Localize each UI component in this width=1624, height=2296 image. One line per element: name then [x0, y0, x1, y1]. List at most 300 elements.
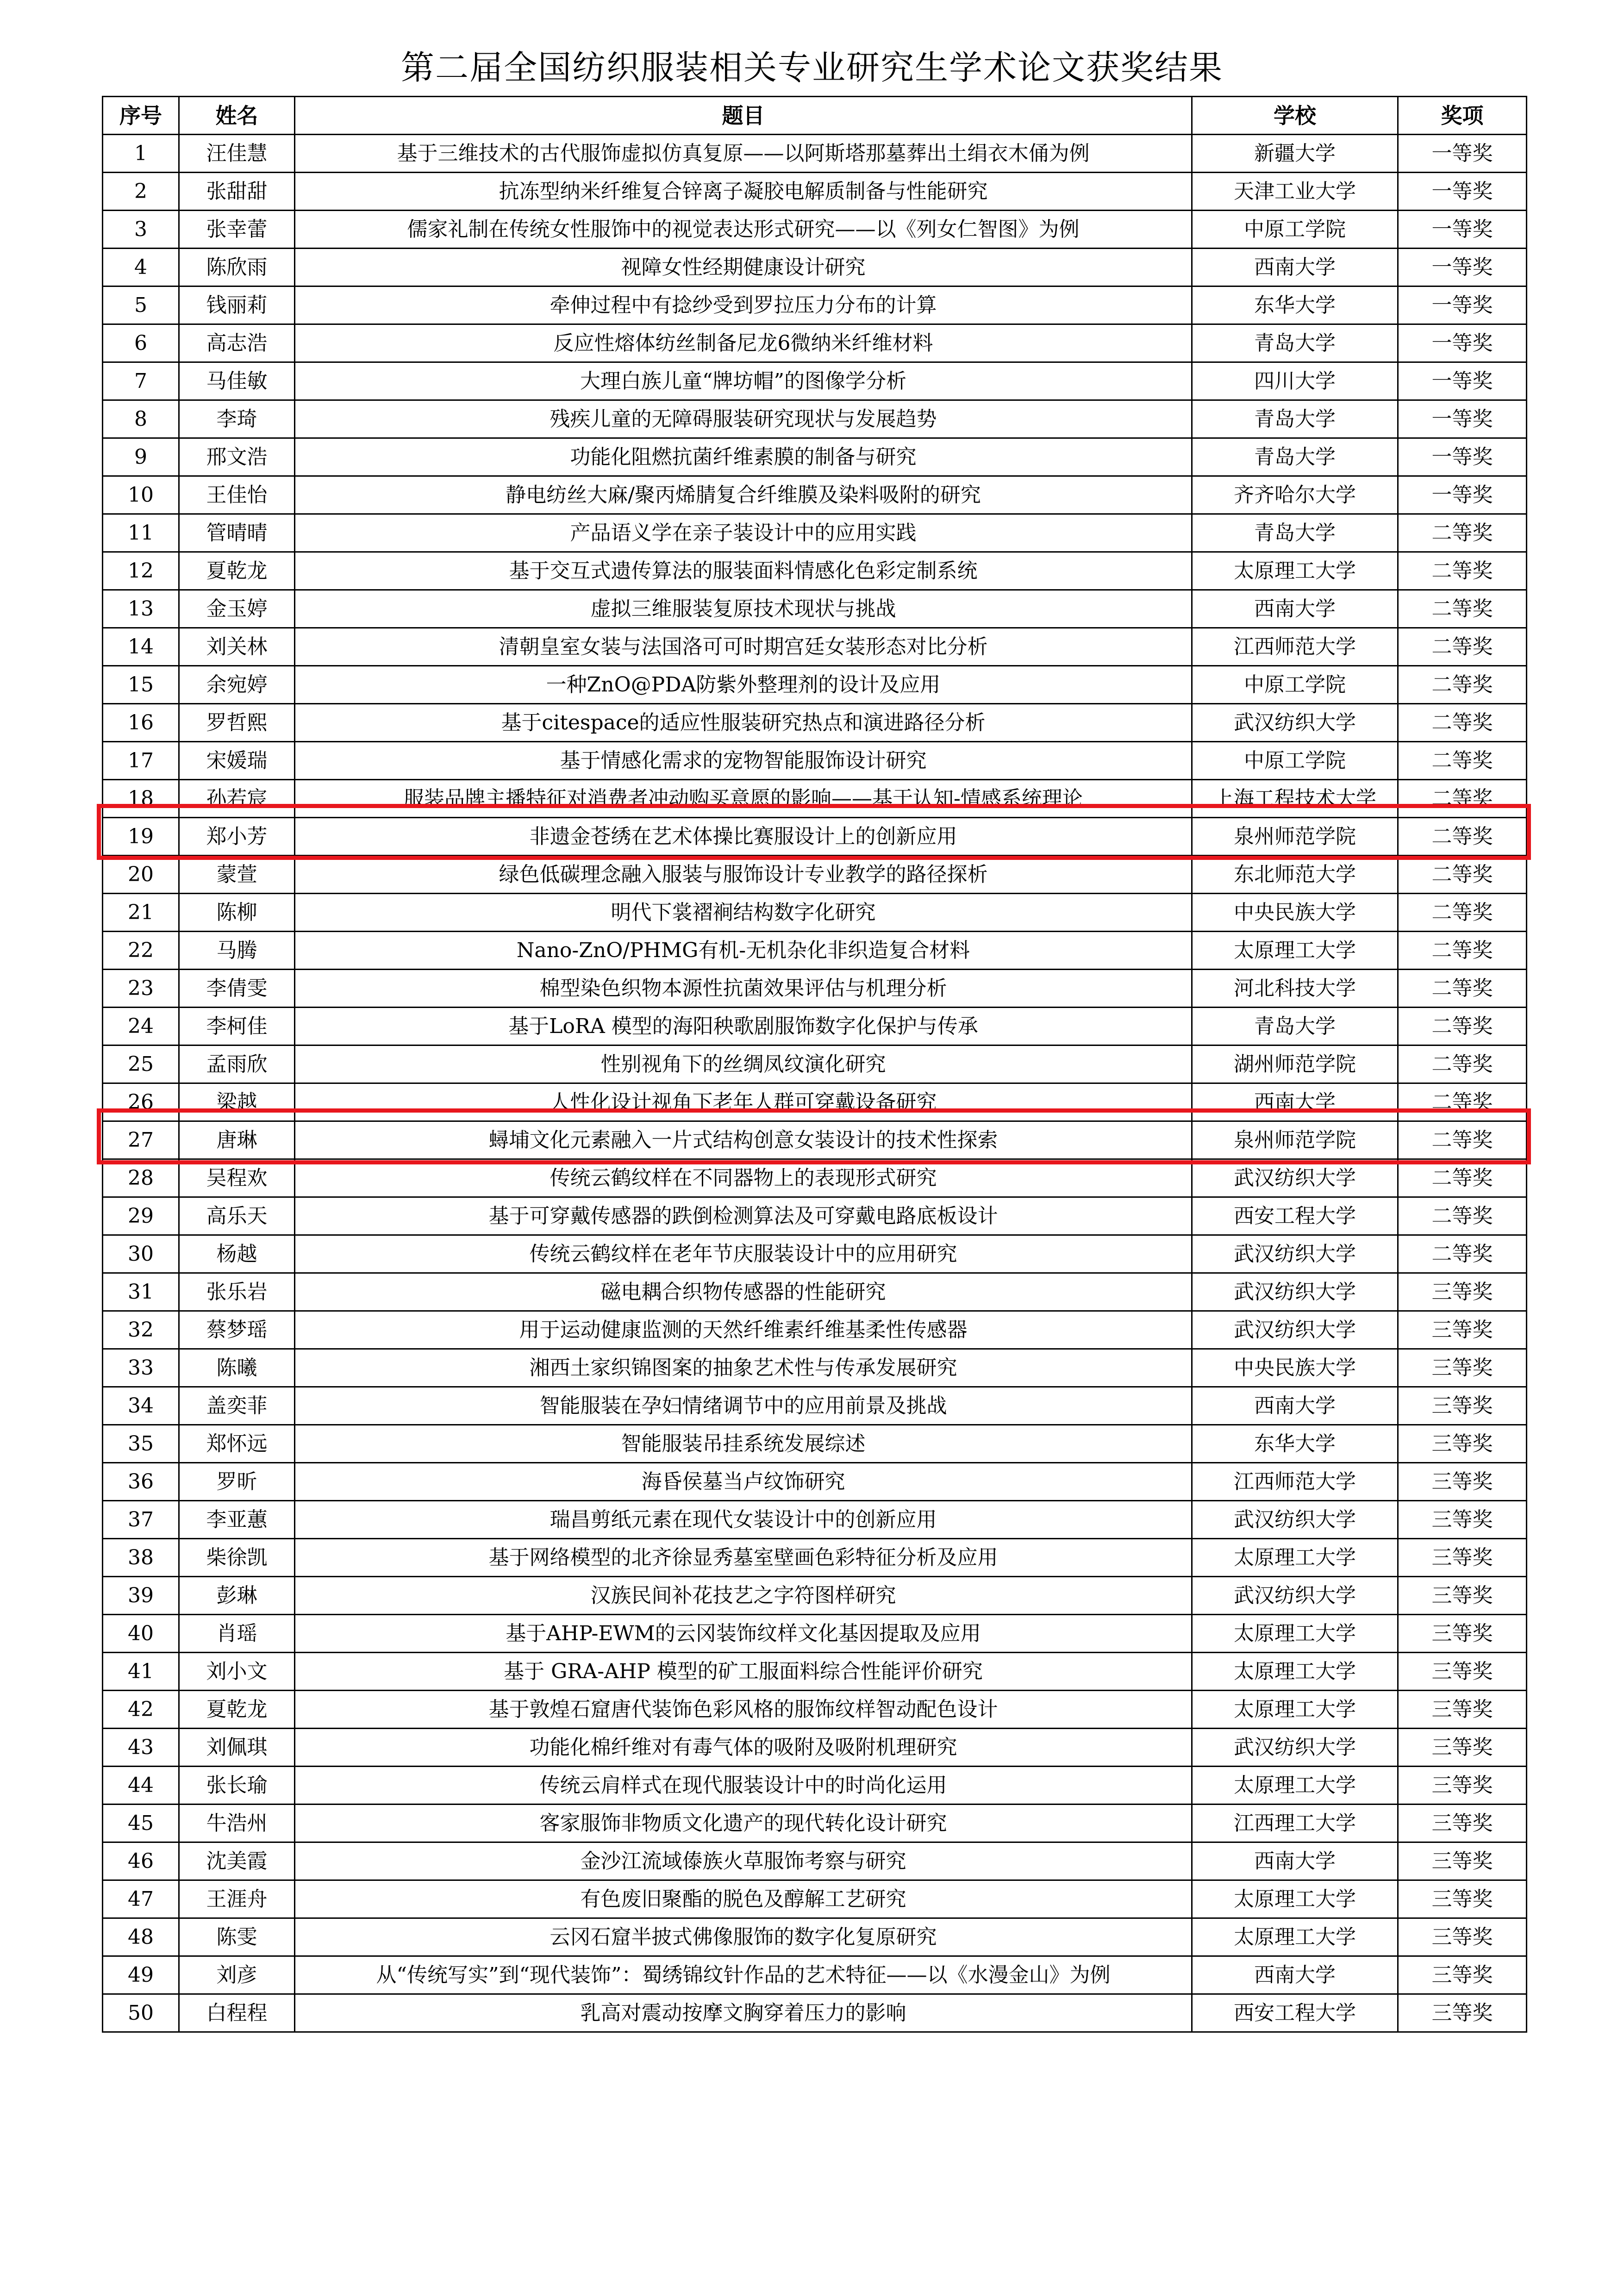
cell-title: 金沙江流域傣族火草服饰考察与研究: [295, 1842, 1192, 1880]
cell-school: 武汉纺织大学: [1192, 1273, 1398, 1311]
cell-school: 西南大学: [1192, 1387, 1398, 1425]
cell-number: 20: [103, 856, 179, 894]
cell-title: 视障女性经期健康设计研究: [295, 249, 1192, 286]
cell-title: 有色废旧聚酯的脱色及醇解工艺研究: [295, 1880, 1192, 1918]
cell-title: 性别视角下的丝绸凤纹演化研究: [295, 1045, 1192, 1083]
cell-title: 磁电耦合织物传感器的性能研究: [295, 1273, 1192, 1311]
cell-school: 武汉纺织大学: [1192, 1501, 1398, 1539]
cell-award: 三等奖: [1398, 1539, 1527, 1577]
cell-number: 14: [103, 628, 179, 666]
cell-title: 基于可穿戴传感器的跌倒检测算法及可穿戴电路底板设计: [295, 1197, 1192, 1235]
table-row: [103, 1463, 1527, 1501]
header-title: 题目: [295, 97, 1192, 135]
cell-number: 34: [103, 1387, 179, 1425]
cell-school: 太原理工大学: [1192, 1767, 1398, 1804]
cell-title: 智能服装吊挂系统发展综述: [295, 1425, 1192, 1463]
cell-name: 高志浩: [179, 324, 295, 362]
cell-number: 7: [103, 362, 179, 400]
table-row: [103, 1804, 1527, 1842]
table-row: [103, 818, 1527, 856]
cell-award: 二等奖: [1398, 704, 1527, 742]
cell-number: 33: [103, 1349, 179, 1387]
cell-award: 一等奖: [1398, 476, 1527, 514]
header-name: 姓名: [179, 97, 295, 135]
table-row: [103, 1083, 1527, 1121]
cell-number: 10: [103, 476, 179, 514]
cell-name: 梁越: [179, 1083, 295, 1121]
cell-name: 金玉婷: [179, 590, 295, 628]
header-number: 序号: [103, 97, 179, 135]
cell-name: 余宛婷: [179, 666, 295, 704]
cell-title: 基于三维技术的古代服饰虚拟仿真复原——以阿斯塔那墓葬出土绢衣木俑为例: [295, 135, 1192, 173]
cell-school: 武汉纺织大学: [1192, 1577, 1398, 1615]
cell-name: 肖瑶: [179, 1615, 295, 1653]
cell-award: 三等奖: [1398, 1425, 1527, 1463]
table-row: [103, 1615, 1527, 1653]
cell-name: 陈欣雨: [179, 249, 295, 286]
cell-award: 二等奖: [1398, 514, 1527, 552]
table-row: [103, 1273, 1527, 1311]
cell-title: 传统云肩样式在现代服装设计中的时尚化运用: [295, 1767, 1192, 1804]
cell-name: 陈曦: [179, 1349, 295, 1387]
cell-title: 绿色低碳理念融入服装与服饰设计专业教学的路径探析: [295, 856, 1192, 894]
cell-school: 太原理工大学: [1192, 1691, 1398, 1729]
cell-number: 15: [103, 666, 179, 704]
cell-award: 一等奖: [1398, 173, 1527, 211]
cell-title: 基于LoRA 模型的海阳秧歌剧服饰数字化保护与传承: [295, 1008, 1192, 1045]
cell-number: 13: [103, 590, 179, 628]
cell-award: 三等奖: [1398, 1994, 1527, 2032]
cell-name: 李亚蕙: [179, 1501, 295, 1539]
cell-number: 17: [103, 742, 179, 780]
cell-school: 西安工程大学: [1192, 1994, 1398, 2032]
table-row: [103, 1691, 1527, 1729]
table-row: [103, 970, 1527, 1008]
cell-number: 32: [103, 1311, 179, 1349]
cell-school: 泉州师范学院: [1192, 1121, 1398, 1159]
table-row: [103, 1653, 1527, 1691]
table-row: [103, 590, 1527, 628]
table-row: [103, 1311, 1527, 1349]
cell-school: 西南大学: [1192, 590, 1398, 628]
cell-title: 从“传统写实”到“现代装饰”：蜀绣锦纹针作品的艺术特征——以《水漫金山》为例: [295, 1956, 1192, 1994]
cell-number: 11: [103, 514, 179, 552]
cell-number: 43: [103, 1729, 179, 1767]
cell-school: 青岛大学: [1192, 438, 1398, 476]
cell-name: 彭琳: [179, 1577, 295, 1615]
cell-award: 一等奖: [1398, 324, 1527, 362]
cell-award: 三等奖: [1398, 1273, 1527, 1311]
cell-school: 湖州师范学院: [1192, 1045, 1398, 1083]
table-row: [103, 249, 1527, 286]
cell-school: 西安工程大学: [1192, 1197, 1398, 1235]
cell-name: 李琦: [179, 400, 295, 438]
cell-title: 基于citespace的适应性服装研究热点和演进路径分析: [295, 704, 1192, 742]
cell-number: 50: [103, 1994, 179, 2032]
cell-award: 三等奖: [1398, 1767, 1527, 1804]
cell-title: 乳高对震动按摩文胸穿着压力的影响: [295, 1994, 1192, 2032]
cell-number: 36: [103, 1463, 179, 1501]
table-row: [103, 894, 1527, 932]
cell-name: 郑小芳: [179, 818, 295, 856]
cell-name: 夏乾龙: [179, 1691, 295, 1729]
cell-title: 传统云鹤纹样在不同器物上的表现形式研究: [295, 1159, 1192, 1197]
cell-name: 牛浩州: [179, 1804, 295, 1842]
cell-award: 一等奖: [1398, 135, 1527, 173]
table-row: [103, 286, 1527, 324]
cell-name: 管晴晴: [179, 514, 295, 552]
table-row: [103, 211, 1527, 249]
cell-award: 二等奖: [1398, 590, 1527, 628]
table-body: [103, 135, 1527, 2032]
cell-school: 青岛大学: [1192, 400, 1398, 438]
table-row: [103, 1159, 1527, 1197]
cell-name: 刘佩琪: [179, 1729, 295, 1767]
cell-name: 张幸蕾: [179, 211, 295, 249]
cell-name: 盖奕菲: [179, 1387, 295, 1425]
cell-school: 中央民族大学: [1192, 1349, 1398, 1387]
cell-title: 服装品牌主播特征对消费者冲动购买意愿的影响——基于认知-情感系统理论: [295, 780, 1192, 818]
document-title: 第二届全国纺织服装相关专业研究生学术论文获奖结果: [400, 48, 1223, 87]
cell-name: 张甜甜: [179, 173, 295, 211]
awards-table: [102, 96, 1527, 2033]
cell-award: 三等奖: [1398, 1387, 1527, 1425]
cell-name: 蔡梦瑶: [179, 1311, 295, 1349]
cell-name: 陈柳: [179, 894, 295, 932]
table-row: [103, 1501, 1527, 1539]
table-row: [103, 1880, 1527, 1918]
cell-number: 22: [103, 932, 179, 970]
cell-title: 棉型染色织物本源性抗菌效果评估与机理分析: [295, 970, 1192, 1008]
cell-award: 一等奖: [1398, 211, 1527, 249]
cell-number: 48: [103, 1918, 179, 1956]
cell-title: 一种ZnO@PDA防紫外整理剂的设计及应用: [295, 666, 1192, 704]
cell-number: 25: [103, 1045, 179, 1083]
table-row: [103, 1008, 1527, 1045]
cell-name: 宋媛瑞: [179, 742, 295, 780]
cell-award: 三等奖: [1398, 1691, 1527, 1729]
cell-title: 明代下裳褶裥结构数字化研究: [295, 894, 1192, 932]
cell-award: 二等奖: [1398, 1197, 1527, 1235]
cell-title: 湘西土家织锦图案的抽象艺术性与传承发展研究: [295, 1349, 1192, 1387]
cell-number: 1: [103, 135, 179, 173]
table-row: [103, 1387, 1527, 1425]
cell-school: 青岛大学: [1192, 514, 1398, 552]
cell-title: 基于敦煌石窟唐代装饰色彩风格的服饰纹样智动配色设计: [295, 1691, 1192, 1729]
cell-number: 24: [103, 1008, 179, 1045]
cell-number: 44: [103, 1767, 179, 1804]
table-row: [103, 1539, 1527, 1577]
cell-number: 31: [103, 1273, 179, 1311]
cell-school: 青岛大学: [1192, 324, 1398, 362]
cell-name: 钱丽莉: [179, 286, 295, 324]
cell-number: 8: [103, 400, 179, 438]
cell-name: 马腾: [179, 932, 295, 970]
cell-title: Nano-ZnO/PHMG有机-无机杂化非织造复合材料: [295, 932, 1192, 970]
cell-name: 马佳敏: [179, 362, 295, 400]
cell-school: 太原理工大学: [1192, 1653, 1398, 1691]
cell-name: 孙若宸: [179, 780, 295, 818]
cell-school: 中原工学院: [1192, 742, 1398, 780]
cell-award: 三等奖: [1398, 1804, 1527, 1842]
table-row: [103, 1235, 1527, 1273]
table-row: [103, 1956, 1527, 1994]
cell-number: 16: [103, 704, 179, 742]
cell-title: 汉族民间补花技艺之字符图样研究: [295, 1577, 1192, 1615]
table-row: [103, 666, 1527, 704]
cell-award: 三等奖: [1398, 1842, 1527, 1880]
cell-name: 张乐岩: [179, 1273, 295, 1311]
cell-award: 二等奖: [1398, 552, 1527, 590]
cell-award: 三等奖: [1398, 1918, 1527, 1956]
cell-school: 中原工学院: [1192, 211, 1398, 249]
cell-award: 二等奖: [1398, 780, 1527, 818]
cell-title: 牵伸过程中有捻纱受到罗拉压力分布的计算: [295, 286, 1192, 324]
table-row: [103, 1121, 1527, 1159]
cell-number: 23: [103, 970, 179, 1008]
cell-award: 二等奖: [1398, 1159, 1527, 1197]
cell-number: 12: [103, 552, 179, 590]
cell-school: 太原理工大学: [1192, 1918, 1398, 1956]
cell-title: 用于运动健康监测的天然纤维素纤维基柔性传感器: [295, 1311, 1192, 1349]
table-row: [103, 1197, 1527, 1235]
cell-name: 邢文浩: [179, 438, 295, 476]
cell-school: 西南大学: [1192, 1842, 1398, 1880]
cell-title: 虚拟三维服装复原技术现状与挑战: [295, 590, 1192, 628]
cell-number: 18: [103, 780, 179, 818]
cell-number: 37: [103, 1501, 179, 1539]
cell-name: 白程程: [179, 1994, 295, 2032]
table-row: [103, 400, 1527, 438]
cell-school: 西南大学: [1192, 1956, 1398, 1994]
cell-number: 47: [103, 1880, 179, 1918]
cell-award: 二等奖: [1398, 970, 1527, 1008]
cell-award: 三等奖: [1398, 1653, 1527, 1691]
cell-school: 太原理工大学: [1192, 1615, 1398, 1653]
table-row: [103, 362, 1527, 400]
table-row: [103, 780, 1527, 818]
cell-title: 静电纺丝大麻/聚丙烯腈复合纤维膜及染料吸附的研究: [295, 476, 1192, 514]
cell-name: 李倩雯: [179, 970, 295, 1008]
cell-school: 东华大学: [1192, 286, 1398, 324]
table-header-row: [103, 97, 1527, 135]
cell-school: 江西师范大学: [1192, 628, 1398, 666]
table-row: [103, 742, 1527, 780]
cell-award: 三等奖: [1398, 1463, 1527, 1501]
table-row: [103, 1577, 1527, 1615]
cell-title: 云冈石窟半披式佛像服饰的数字化复原研究: [295, 1918, 1192, 1956]
cell-title: 智能服装在孕妇情绪调节中的应用前景及挑战: [295, 1387, 1192, 1425]
cell-number: 35: [103, 1425, 179, 1463]
cell-number: 39: [103, 1577, 179, 1615]
cell-number: 42: [103, 1691, 179, 1729]
cell-school: 江西理工大学: [1192, 1804, 1398, 1842]
cell-school: 上海工程技术大学: [1192, 780, 1398, 818]
table-row: [103, 476, 1527, 514]
cell-school: 武汉纺织大学: [1192, 1235, 1398, 1273]
cell-number: 2: [103, 173, 179, 211]
cell-title: 功能化棉纤维对有毒气体的吸附及吸附机理研究: [295, 1729, 1192, 1767]
cell-award: 二等奖: [1398, 628, 1527, 666]
cell-name: 沈美霞: [179, 1842, 295, 1880]
cell-title: 蟳埔文化元素融入一片式结构创意女装设计的技术性探索: [295, 1121, 1192, 1159]
cell-title: 海昏侯墓当卢纹饰研究: [295, 1463, 1192, 1501]
cell-number: 28: [103, 1159, 179, 1197]
cell-school: 太原理工大学: [1192, 1539, 1398, 1577]
cell-number: 29: [103, 1197, 179, 1235]
table-row: [103, 1767, 1527, 1804]
cell-title: 大理白族儿童“牌坊帽”的图像学分析: [295, 362, 1192, 400]
cell-award: 三等奖: [1398, 1729, 1527, 1767]
cell-school: 东华大学: [1192, 1425, 1398, 1463]
cell-school: 西南大学: [1192, 1083, 1398, 1121]
cell-award: 二等奖: [1398, 666, 1527, 704]
cell-award: 三等奖: [1398, 1880, 1527, 1918]
cell-name: 杨越: [179, 1235, 295, 1273]
cell-name: 刘小文: [179, 1653, 295, 1691]
cell-title: 非遗金苍绣在艺术体操比赛服设计上的创新应用: [295, 818, 1192, 856]
cell-award: 三等奖: [1398, 1615, 1527, 1653]
header-school: 学校: [1192, 97, 1398, 135]
cell-award: 一等奖: [1398, 286, 1527, 324]
cell-number: 49: [103, 1956, 179, 1994]
cell-number: 45: [103, 1804, 179, 1842]
cell-number: 3: [103, 211, 179, 249]
cell-award: 二等奖: [1398, 856, 1527, 894]
cell-award: 一等奖: [1398, 400, 1527, 438]
cell-name: 郑怀远: [179, 1425, 295, 1463]
cell-title: 基于情感化需求的宠物智能服饰设计研究: [295, 742, 1192, 780]
cell-school: 江西师范大学: [1192, 1463, 1398, 1501]
table-row: [103, 1729, 1527, 1767]
cell-award: 二等奖: [1398, 1045, 1527, 1083]
table-row: [103, 1918, 1527, 1956]
cell-award: 三等奖: [1398, 1349, 1527, 1387]
cell-title: 瑞昌剪纸元素在现代女装设计中的创新应用: [295, 1501, 1192, 1539]
cell-award: 二等奖: [1398, 894, 1527, 932]
cell-title: 反应性熔体纺丝制备尼龙6微纳米纤维材料: [295, 324, 1192, 362]
cell-title: 基于AHP-EWM的云冈装饰纹样文化基因提取及应用: [295, 1615, 1192, 1653]
cell-award: 二等奖: [1398, 1235, 1527, 1273]
cell-name: 蒙萱: [179, 856, 295, 894]
cell-award: 三等奖: [1398, 1501, 1527, 1539]
cell-school: 天津工业大学: [1192, 173, 1398, 211]
cell-school: 武汉纺织大学: [1192, 1159, 1398, 1197]
table-row: [103, 932, 1527, 970]
cell-number: 27: [103, 1121, 179, 1159]
cell-number: 4: [103, 249, 179, 286]
table-row: [103, 514, 1527, 552]
cell-school: 青岛大学: [1192, 1008, 1398, 1045]
table-row: [103, 1425, 1527, 1463]
cell-number: 40: [103, 1615, 179, 1653]
cell-award: 二等奖: [1398, 1083, 1527, 1121]
cell-title: 基于交互式遗传算法的服装面料情感化色彩定制系统: [295, 552, 1192, 590]
cell-name: 吴程欢: [179, 1159, 295, 1197]
cell-name: 罗哲熙: [179, 704, 295, 742]
table-row: [103, 856, 1527, 894]
table-row: [103, 173, 1527, 211]
cell-award: 三等奖: [1398, 1577, 1527, 1615]
cell-school: 新疆大学: [1192, 135, 1398, 173]
table-row: [103, 1045, 1527, 1083]
cell-title: 基于网络模型的北齐徐显秀墓室壁画色彩特征分析及应用: [295, 1539, 1192, 1577]
cell-name: 王佳怡: [179, 476, 295, 514]
cell-name: 陈雯: [179, 1918, 295, 1956]
cell-title: 清朝皇室女装与法国洛可可时期宫廷女装形态对比分析: [295, 628, 1192, 666]
cell-title: 人性化设计视角下老年人群可穿戴设备研究: [295, 1083, 1192, 1121]
cell-number: 46: [103, 1842, 179, 1880]
cell-school: 中央民族大学: [1192, 894, 1398, 932]
cell-number: 41: [103, 1653, 179, 1691]
cell-number: 38: [103, 1539, 179, 1577]
cell-school: 四川大学: [1192, 362, 1398, 400]
cell-name: 夏乾龙: [179, 552, 295, 590]
table-row: [103, 628, 1527, 666]
cell-number: 21: [103, 894, 179, 932]
table-row: [103, 438, 1527, 476]
cell-award: 一等奖: [1398, 249, 1527, 286]
cell-award: 二等奖: [1398, 742, 1527, 780]
cell-award: 一等奖: [1398, 362, 1527, 400]
cell-number: 19: [103, 818, 179, 856]
cell-award: 二等奖: [1398, 1121, 1527, 1159]
cell-title: 抗冻型纳米纤维复合锌离子凝胶电解质制备与性能研究: [295, 173, 1192, 211]
cell-title: 残疾儿童的无障碍服装研究现状与发展趋势: [295, 400, 1192, 438]
table-row: [103, 1842, 1527, 1880]
cell-award: 二等奖: [1398, 818, 1527, 856]
cell-school: 泉州师范学院: [1192, 818, 1398, 856]
cell-name: 罗昕: [179, 1463, 295, 1501]
cell-school: 西南大学: [1192, 249, 1398, 286]
cell-award: 三等奖: [1398, 1311, 1527, 1349]
cell-school: 太原理工大学: [1192, 552, 1398, 590]
header-award: 奖项: [1398, 97, 1527, 135]
cell-school: 中原工学院: [1192, 666, 1398, 704]
cell-school: 武汉纺织大学: [1192, 1729, 1398, 1767]
cell-school: 河北科技大学: [1192, 970, 1398, 1008]
cell-name: 张长瑜: [179, 1767, 295, 1804]
cell-name: 刘关林: [179, 628, 295, 666]
cell-school: 东北师范大学: [1192, 856, 1398, 894]
cell-name: 李柯佳: [179, 1008, 295, 1045]
cell-school: 齐齐哈尔大学: [1192, 476, 1398, 514]
cell-title: 传统云鹤纹样在老年节庆服装设计中的应用研究: [295, 1235, 1192, 1273]
cell-school: 武汉纺织大学: [1192, 704, 1398, 742]
cell-title: 产品语义学在亲子装设计中的应用实践: [295, 514, 1192, 552]
cell-number: 26: [103, 1083, 179, 1121]
cell-name: 高乐天: [179, 1197, 295, 1235]
table-row: [103, 1349, 1527, 1387]
cell-award: 二等奖: [1398, 1008, 1527, 1045]
cell-name: 唐琳: [179, 1121, 295, 1159]
table-row: [103, 704, 1527, 742]
cell-name: 刘彦: [179, 1956, 295, 1994]
cell-award: 三等奖: [1398, 1956, 1527, 1994]
table-row: [103, 135, 1527, 173]
cell-title: 功能化阻燃抗菌纤维素膜的制备与研究: [295, 438, 1192, 476]
cell-school: 太原理工大学: [1192, 1880, 1398, 1918]
cell-award: 二等奖: [1398, 932, 1527, 970]
cell-name: 柴徐凯: [179, 1539, 295, 1577]
cell-number: 9: [103, 438, 179, 476]
table-row: [103, 324, 1527, 362]
cell-number: 6: [103, 324, 179, 362]
table-row: [103, 552, 1527, 590]
cell-school: 武汉纺织大学: [1192, 1311, 1398, 1349]
cell-number: 30: [103, 1235, 179, 1273]
cell-name: 孟雨欣: [179, 1045, 295, 1083]
